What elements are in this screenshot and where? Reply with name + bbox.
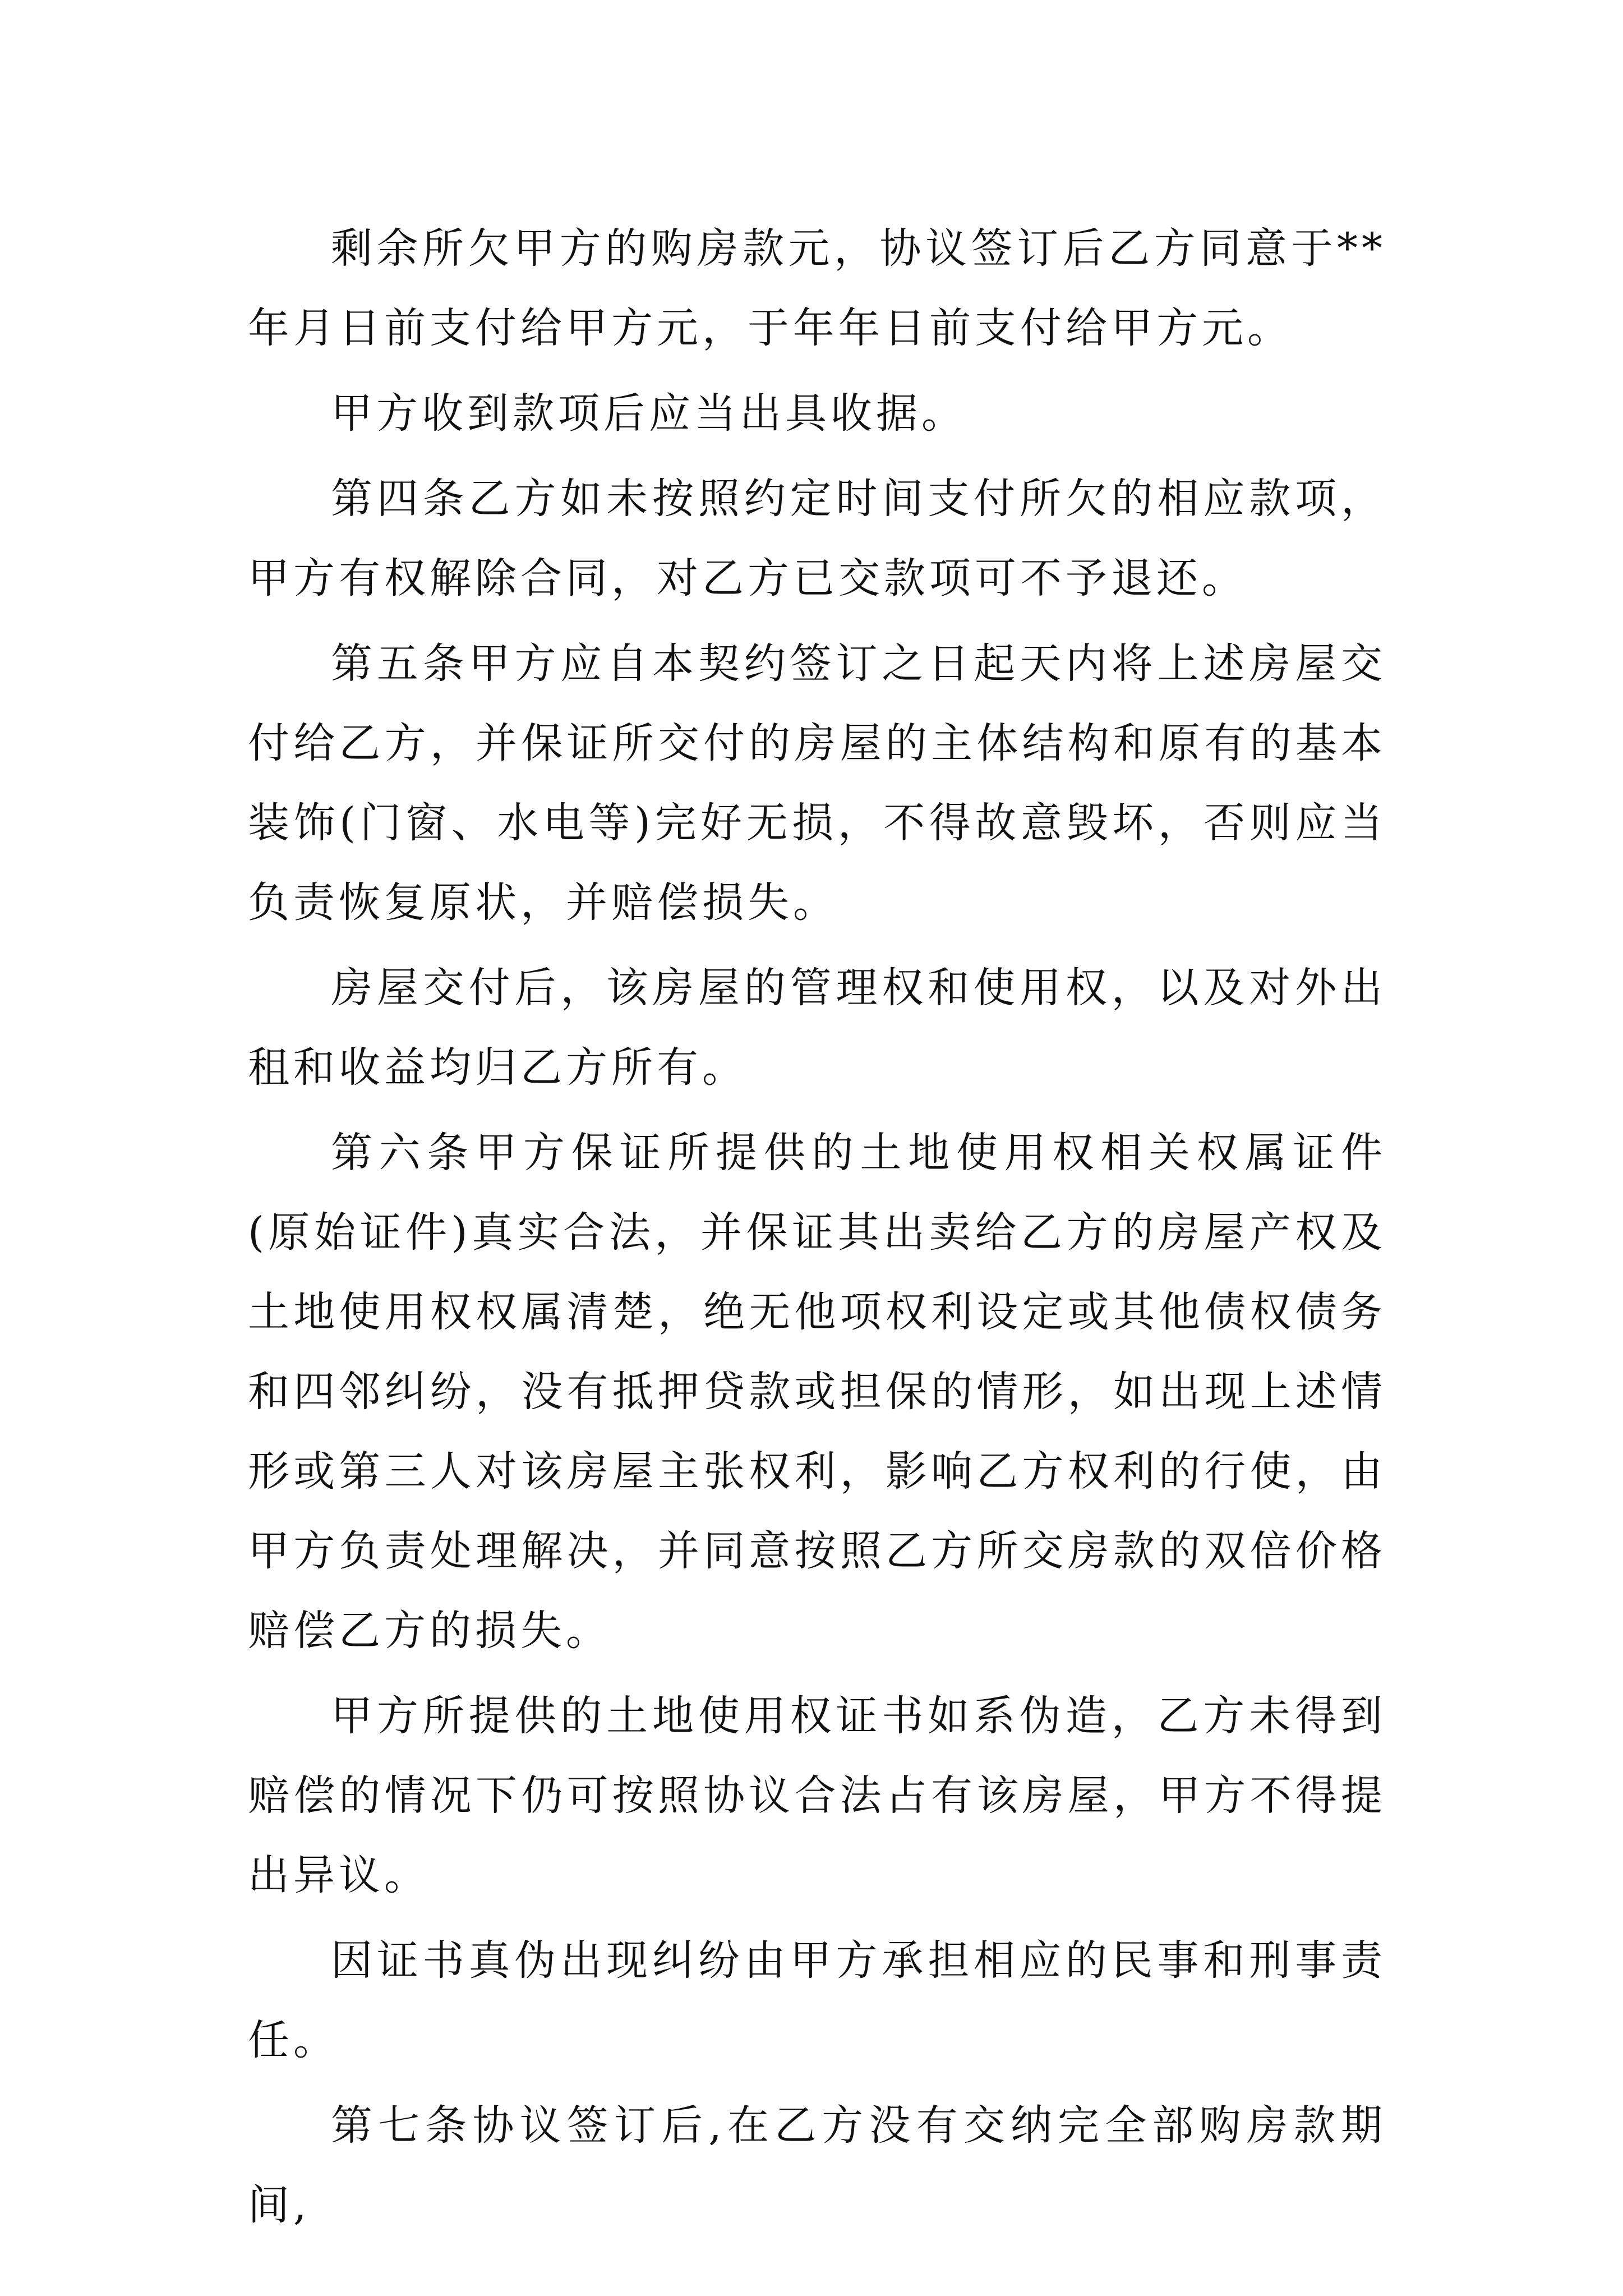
paragraph: 第六条甲方保证所提供的土地使用权相关权属证件(原始证件)真实合法，并保证其出卖给乙方的房屋产权及土地使用权权属清楚，绝无他项权利设定或其他债权债务和四邻纠纷，没有抵押贷款或担保的情形，如出现上述情形或第三人对该房屋主张权利，影响乙方权利的行使，由甲方负责处理解决，并同意按照乙方所交房款的双倍价格赔偿乙方的损失。 [248,1129,1386,1655]
paragraph: 甲方收到款项后应当出具收据。 [331,389,967,438]
paragraph: 第五条甲方应自本契约签订之日起天内将上述房屋交付给乙方，并保证所交付的房屋的主体结构和原有的基本装饰(门窗、水电等)完好无损，不得故意毁坏，否则应当负责恢复原状，并赔偿损失。 [248,639,1386,927]
paragraph: 剩余所欠甲方的购房款元，协议签订后乙方同意于**年月日前支付给甲方元，于年年日前支付给甲方元。 [248,224,1386,352]
paragraph: 第四条乙方如未按照约定时间支付所欠的相应款项，甲方有权解除合同，对乙方已交款项可不予退还。 [248,475,1386,602]
document-body [248,209,1386,2251]
paragraph: 因证书真伪出现纠纷由甲方承担相应的民事和刑事责任。 [248,1936,1386,2064]
paragraph: 第七条协议签订后,在乙方没有交纳完全部购房款期间, [248,2101,1386,2229]
paragraph: 甲方所提供的土地使用权证书如系伪造，乙方未得到赔偿的情况下仍可按照协议合法占有该房屋，甲方不得提出异议。 [248,1692,1386,1899]
paragraph: 房屋交付后，该房屋的管理权和使用权，以及对外出租和收益均归乙方所有。 [248,964,1386,1092]
